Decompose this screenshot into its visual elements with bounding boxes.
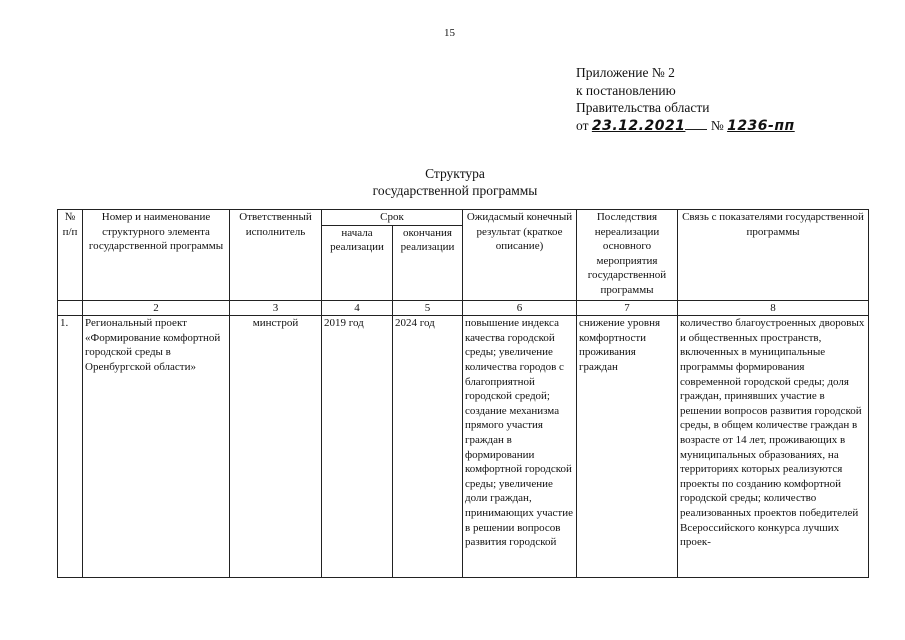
program-structure-table	[57, 209, 869, 578]
title-line-2: государственной программы	[372, 183, 538, 198]
appendix-line-2: к постановлению	[576, 82, 676, 98]
header-element: Номер и наименование структурного элемента государственной программы	[83, 210, 230, 301]
document-title	[300, 165, 610, 199]
table-row	[58, 316, 869, 578]
appendix-block	[576, 64, 795, 135]
header-term: Срок	[322, 210, 463, 226]
column-number	[58, 300, 83, 316]
row-start: 2019 год	[322, 316, 393, 578]
header-link: Связь с показателями государственной программы	[678, 210, 869, 301]
column-number: 4	[322, 300, 393, 316]
row-element: Региональный проект «Формирование комфортной городской среды в Оренбургской области»	[83, 316, 230, 578]
header-start: начала реализации	[322, 225, 393, 300]
appendix-title: Приложение № 2	[576, 65, 675, 80]
number-label: №	[710, 117, 724, 133]
column-number: 3	[230, 300, 322, 316]
header-executor: Ответственный исполнитель	[230, 210, 322, 301]
column-number: 6	[463, 300, 577, 316]
row-num: 1.	[58, 316, 83, 578]
handwritten-number: 1236-пп	[727, 117, 795, 134]
header-row-1	[58, 210, 869, 226]
title-line-1: Структура	[425, 166, 485, 181]
header-result: Ожидасмый конечный результат (краткое описание)	[463, 210, 577, 301]
row-link: количество благоустроенных дворовых и общественных пространств, включенных в муниципальные программы формирования современной городской среды; доля граждан, принявших участие в решении вопросов развития городской среды, в общем количестве граждан в возрасте от 14 лет, проживающих в муниципальных образованиях, на территориях которых реализуются проекты по созданию комфортной городской среды; количество реализованных проектов победителей Всероссийского конкурса лучших проек-	[678, 316, 869, 578]
header-num: № п/п	[58, 210, 83, 301]
appendix-date-line	[576, 117, 795, 136]
column-number: 8	[678, 300, 869, 316]
header-end: окончания реализации	[393, 225, 463, 300]
date-underline	[685, 117, 707, 130]
page-number: 15	[444, 27, 455, 39]
header-consequences: Последствия нереализации основного мероприятия государственной программы	[577, 210, 678, 301]
row-end: 2024 год	[393, 316, 463, 578]
row-executor: минстрой	[230, 316, 322, 578]
handwritten-date: 23.12.2021	[591, 117, 686, 134]
column-number: 2	[83, 300, 230, 316]
row-result: повышение индекса качества городской среды; увеличение количества городов с благоприятной городской средой; создание механизма прямого участия граждан в формировании комфортной городской среды; увеличение доли граждан, принимающих участие в решении вопросов развития городской	[463, 316, 577, 578]
column-number: 5	[393, 300, 463, 316]
from-label: от	[576, 117, 589, 133]
column-number-row	[58, 300, 869, 316]
row-consequences: снижение уровня комфортности проживания граждан	[577, 316, 678, 578]
appendix-line-3: Правительства области	[576, 100, 710, 115]
column-number: 7	[577, 300, 678, 316]
